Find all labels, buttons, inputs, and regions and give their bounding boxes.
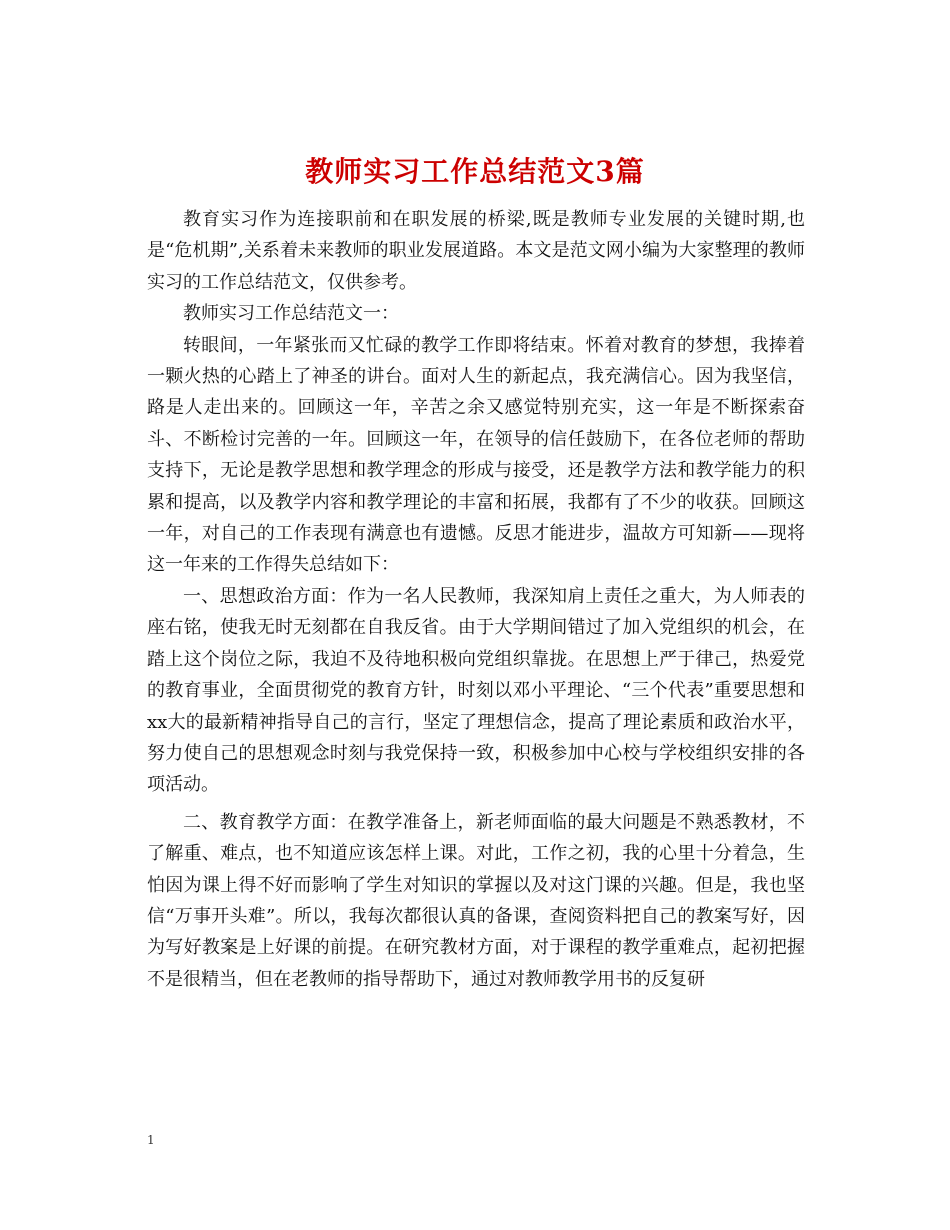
paragraph-intro: 教育实习作为连接职前和在职发展的桥梁,既是教师专业发展的关键时期,也是“危机期”,关系着未来教师的职业发展道路。本文是范文网小编为大家整理的教师实习的工作总结范文，仅供参考。 — [147, 209, 805, 293]
paragraph-ideology: 一、思想政治方面：作为一名人民教师，我深知肩上责任之重大，为人师表的座右铭，使我无时无刻都在自我反省。由于大学期间错过了加入党组织的机会，在踏上这个岗位之际，我迫不及待地积极向党组织靠拢。在思想上严于律己，热爱党的教育事业，全面贯彻党的教育方针，时刻以邓小平理论、“三个代表”重要思想和xx大的最新精神指导自己的言行，坚定了理想信念，提高了理论素质和政治水平，努力使自己的思想观念时刻与我党保持一致，积极参加中心校与学校组织安排的各项活动。 — [147, 585, 805, 796]
document-body — [147, 204, 805, 995]
paragraph-review: 转眼间，一年紧张而又忙碌的教学工作即将结束。怀着对教育的梦想，我捧着一颗火热的心踏上了神圣的讲台。面对人生的新起点，我充满信心。因为我坚信，路是人走出来的。回顾这一年，辛苦之余又感觉特别充实，这一年是不断探索奋斗、不断检讨完善的一年。回顾这一年，在领导的信任鼓励下，在各位老师的帮助支持下，无论是教学思想和教学理念的形成与接受，还是教学方法和教学能力的积累和提高，以及教学内容和教学理论的丰富和拓展，我都有了不少的收获。回顾这一年，对自己的工作表现有满意也有遗憾。反思才能进步，温故方可知新——现将这一年来的工作得失总结如下： — [147, 334, 805, 576]
page-number: 1 — [147, 1133, 155, 1147]
document-title: 教师实习工作总结范文3篇 — [305, 154, 645, 188]
paragraph-section-heading: 教师实习工作总结范文一： — [183, 303, 399, 325]
paragraph-teaching: 二、教育教学方面：在教学准备上，新老师面临的最大问题是不熟悉教材，不了解重、难点，也不知道应该怎样上课。对此，工作之初，我的心里十分着急，生怕因为课上得不好而影响了学生对知识的掌握以及对这门课的兴趣。但是，我也坚信“万事开头难”。所以，我每次都很认真的备课，查阅资料把自己的教案写好，因为写好教案是上好课的前提。在研究教材方面，对于课程的教学重难点，起初把握不是很精当，但在老教师的指导帮助下，通过对教师教学用书的反复研 — [147, 811, 805, 990]
